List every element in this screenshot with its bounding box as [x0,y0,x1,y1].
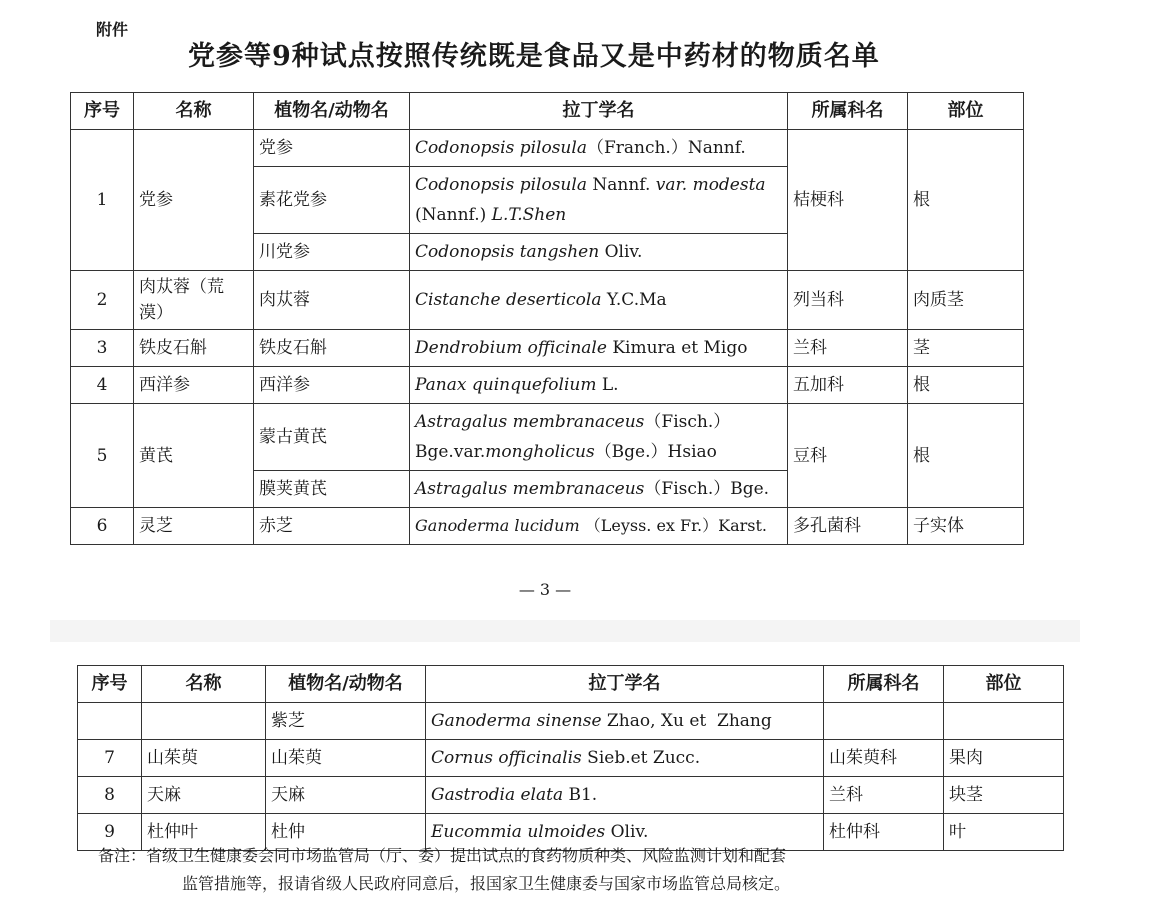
latin-author: Oliv. [599,242,643,262]
table-header-row [78,666,1064,703]
row-family: 列当科 [788,271,908,330]
row-family: 兰科 [824,777,944,814]
row-no: 6 [71,508,134,545]
row-plant: 西洋参 [254,367,410,404]
row-name: 党参 [134,130,254,271]
row-latin [426,740,824,777]
latin-species: Dendrobium officinale [415,338,607,358]
table-row [71,404,1024,471]
row-plant: 蒙古黄芪 [254,404,410,471]
latin-species: Ganoderma sinense [431,711,602,731]
row-plant: 山茱萸 [266,740,426,777]
row-family: 兰科 [788,330,908,367]
row-latin [410,508,788,545]
row-plant: 铁皮石斛 [254,330,410,367]
latin-species: Panax quinquefolium [415,375,597,395]
row-plant: 肉苁蓉 [254,271,410,330]
row-latin [410,404,788,471]
row-plant: 天麻 [266,777,426,814]
row-plant: 膜荚黄芪 [254,471,410,508]
row-latin [410,330,788,367]
latin-author: Zhao, Xu et Zhang [601,711,772,731]
header-no: 序号 [71,93,134,130]
row-latin [410,367,788,404]
header-part: 部位 [944,666,1064,703]
row-plant: 党参 [254,130,410,167]
row-latin [426,703,824,740]
header-plant: 植物名/动物名 [254,93,410,130]
row-part: 叶 [944,814,1064,851]
header-name: 名称 [134,93,254,130]
latin-author-italic: L.T.Shen [491,205,567,225]
latin-species: Ganoderma lucidum [415,516,580,535]
table-row [71,130,1024,167]
row-family: 桔梗科 [788,130,908,271]
footnote-line-1: 备注：省级卫生健康委会同市场监管局（厅、委）提出试点的食药物质种类、风险监测计划和配套 [98,846,787,865]
latin-species: Astragalus membranaceus [415,412,645,432]
attachment-label: 附件 [96,20,129,39]
row-latin [410,271,788,330]
latin-species: Codonopsis pilosula [415,138,587,158]
row-part [944,703,1064,740]
substance-table-page3 [70,92,1024,545]
header-latin: 拉丁学名 [410,93,788,130]
header-latin: 拉丁学名 [426,666,824,703]
latin-species: Cistanche deserticola [415,290,602,310]
row-name: 杜仲叶 [142,814,266,851]
row-family: 多孔菌科 [788,508,908,545]
row-family: 杜仲科 [824,814,944,851]
row-latin [410,471,788,508]
row-plant: 素花党参 [254,167,410,234]
row-name: 西洋参 [134,367,254,404]
row-part: 子实体 [908,508,1024,545]
row-part: 根 [908,404,1024,508]
latin-author: （Fisch.） [644,412,731,432]
page-break-band [50,620,1080,642]
row-no: 9 [78,814,142,851]
latin-variety: mongholicus [485,442,595,462]
footnote-line-2: 监管措施等，报请省级人民政府同意后，报国家卫生健康委与国家市场监管总局核定。 [182,874,791,893]
row-name: 黄芪 [134,404,254,508]
row-family: 山茱萸科 [824,740,944,777]
row-name: 铁皮石斛 [134,330,254,367]
row-no: 3 [71,330,134,367]
row-latin [410,130,788,167]
latin-species: Codonopsis pilosula [415,175,587,195]
latin-author: Bge.var. [415,442,486,462]
row-latin [426,777,824,814]
latin-author: B1. [563,785,598,805]
latin-author: Sieb.et Zucc. [581,748,701,768]
row-family: 五加科 [788,367,908,404]
row-part: 根 [908,130,1024,271]
latin-species: Gastrodia elata [431,785,564,805]
latin-author: (Nannf.) [415,205,492,225]
table-row [78,703,1064,740]
row-name: 肉苁蓉（荒漠） [134,271,254,330]
latin-author: Oliv. [605,822,649,842]
row-plant: 杜仲 [266,814,426,851]
row-part: 块茎 [944,777,1064,814]
row-part: 茎 [908,330,1024,367]
row-plant: 紫芝 [266,703,426,740]
header-no: 序号 [78,666,142,703]
row-no: 7 [78,740,142,777]
row-part: 肉质茎 [908,271,1024,330]
latin-author: L. [596,375,619,395]
header-family: 所属科名 [824,666,944,703]
table-row [71,367,1024,404]
row-no: 2 [71,271,134,330]
table-row [71,508,1024,545]
row-no: 4 [71,367,134,404]
row-latin [410,167,788,234]
latin-species: Codonopsis tangshen [415,242,600,262]
header-part: 部位 [908,93,1024,130]
table-row [78,740,1064,777]
latin-author: （Leyss. ex Fr.）Karst. [579,516,767,535]
header-name: 名称 [142,666,266,703]
row-part: 根 [908,367,1024,404]
header-family: 所属科名 [788,93,908,130]
row-latin [410,234,788,271]
row-name: 天麻 [142,777,266,814]
row-no [78,703,142,740]
latin-author: Nannf. [586,175,656,195]
latin-species: Cornus officinalis [431,748,582,768]
row-no: 1 [71,130,134,271]
footnote [98,842,1058,898]
latin-author: （Bge.）Hsiao [594,442,717,462]
latin-author: Y.C.Ma [601,290,667,310]
row-family [824,703,944,740]
table-row [71,271,1024,330]
row-no: 5 [71,404,134,508]
latin-author: Kimura et Migo [606,338,748,358]
latin-species: Eucommia ulmoides [431,822,606,842]
latin-variety: var. modesta [655,175,766,195]
row-part: 果肉 [944,740,1064,777]
row-plant: 赤芝 [254,508,410,545]
row-no: 8 [78,777,142,814]
row-name: 灵芝 [134,508,254,545]
table-row [78,777,1064,814]
latin-author: （Franch.）Nannf. [586,138,746,158]
row-name [142,703,266,740]
latin-species: Astragalus membranaceus [415,479,645,499]
table-header-row [71,93,1024,130]
latin-author: （Fisch.）Bge. [644,479,770,499]
row-family: 豆科 [788,404,908,508]
row-name: 山茱萸 [142,740,266,777]
table-row [71,330,1024,367]
row-plant: 川党参 [254,234,410,271]
substance-table-page4 [77,665,1064,851]
page-number: — 3 — [518,580,572,599]
page-title: 党参等9种试点按照传统既是食品又是中药材的物质名单 [188,41,880,72]
header-plant: 植物名/动物名 [266,666,426,703]
